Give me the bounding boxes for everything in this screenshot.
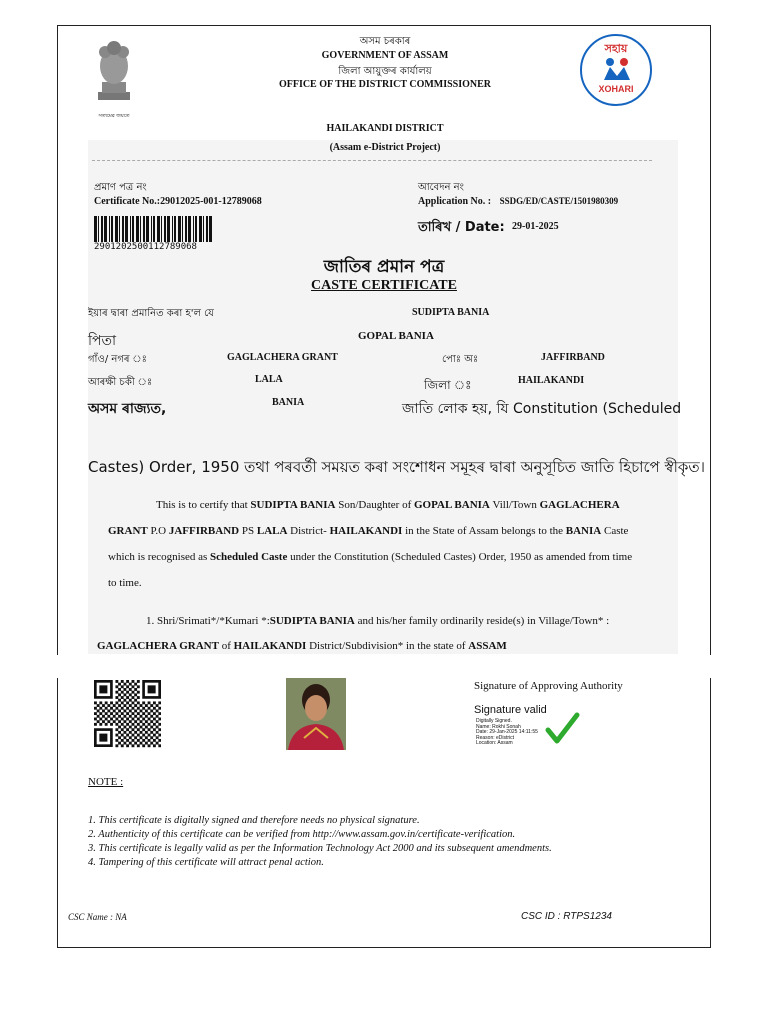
logo-text-bottom: XOHARI xyxy=(598,84,634,94)
app-no-label-assamese: আবেদন নং xyxy=(418,182,464,193)
cert-no xyxy=(94,196,262,207)
para-village-1: GAGLACHERA xyxy=(539,499,620,511)
header-district: HAILAKANDI DISTRICT xyxy=(326,123,444,134)
signature-detail-line: Location: Assam xyxy=(476,740,513,746)
csc-id: CSC ID : RTPS1234 xyxy=(521,911,612,922)
title-english: CASTE CERTIFICATE xyxy=(311,278,457,293)
header-assamese-office: জিলা আয়ুক্তৰ কাৰ্যালয় xyxy=(338,66,432,77)
app-no-label: Application No. : xyxy=(418,196,492,207)
cert-no-label: Certificate No.: xyxy=(94,196,161,207)
item-1-pre: 1. Shri/Srimati*/*Kumari *: xyxy=(146,615,270,627)
header-divider xyxy=(92,160,652,161)
para-text-7: in the State of Assam belongs to the xyxy=(405,525,564,537)
para-text-2: Son/Daughter of xyxy=(338,499,412,511)
signature-detail-line: Digitally Signed. xyxy=(476,718,512,724)
date-label: তাৰিখ / Date: xyxy=(418,220,505,235)
note-heading: NOTE : xyxy=(88,776,124,788)
father-label: পিতা xyxy=(88,333,117,349)
title-assamese: জাতিৰ প্ৰমান পত্ৰ xyxy=(323,257,445,277)
para-ps: LALA xyxy=(256,525,288,537)
app-no-value: SSDG/ED/CASTE/1501980309 xyxy=(499,196,619,206)
xohari-logo xyxy=(580,34,652,106)
para-text-5: PS xyxy=(241,525,255,537)
para-text-3: Vill/Town xyxy=(492,499,537,511)
item-1-name: SUDIPTA BANIA xyxy=(269,615,355,627)
header-office: OFFICE OF THE DISTRICT COMMISSIONER xyxy=(278,79,492,90)
note-item-4: 4. Tampering of this certificate will attract penal action. xyxy=(88,857,324,868)
signature-title: Signature of Approving Authority xyxy=(474,680,623,692)
header-govt: GOVERNMENT OF ASSAM xyxy=(321,50,449,61)
item-1-mid: of xyxy=(221,640,231,652)
applicant-photo xyxy=(286,678,346,750)
ps-value: LALA xyxy=(255,374,283,385)
ps-label: আৰক্ষী চকী ঃ xyxy=(88,377,153,388)
family-icon xyxy=(602,56,632,82)
signature-detail-line: Date: 29-Jan-2025 14:11:55 xyxy=(476,729,538,735)
item-1-state: ASSAM xyxy=(468,640,507,652)
csc-name: CSC Name : NA xyxy=(68,912,127,922)
barcode-number: 2901202500112789068 xyxy=(94,242,197,252)
village-value: GAGLACHERA GRANT xyxy=(227,352,338,363)
para-text-10: under the Constitution (Scheduled Castes) Order, 1950 as amended from time xyxy=(290,551,633,563)
para-text-11: to time. xyxy=(108,577,142,589)
para-po: JAFFIRBAND xyxy=(168,525,240,537)
cert-no-value: 29012025-001-12789068 xyxy=(160,196,262,207)
para-village-2: GRANT xyxy=(108,525,148,537)
qr-code-icon xyxy=(94,680,161,749)
para-text-8: Caste xyxy=(603,525,629,537)
barcode-icon xyxy=(94,216,212,242)
item-1 xyxy=(146,615,609,627)
certify-label: ইয়াৰ দ্বাৰা প্ৰমানিত কৰা হ'ল যে xyxy=(88,308,214,319)
signature-check xyxy=(544,710,580,751)
declaration-line-a: জাতি লোক হয়, যি Constitution (Scheduled xyxy=(402,401,682,417)
item-1-line-2 xyxy=(97,640,507,654)
district-label: জিলা ঃ xyxy=(424,378,472,392)
emblem-caption: সত্যমেৱ জয়তে xyxy=(98,113,130,119)
logo-text-top: সহায় xyxy=(604,42,628,55)
po-value: JAFFIRBAND xyxy=(541,352,605,363)
cert-no-label-assamese: প্ৰমাণ পত্ৰ নং xyxy=(94,182,147,193)
name-value: SUDIPTA BANIA xyxy=(412,307,490,318)
note-item-2: 2. Authenticity of this certificate can be verified from http://www.assam.gov.in/certificate-verification. xyxy=(88,829,516,840)
para-district: HAILAKANDI xyxy=(329,525,403,537)
note-item-1: 1. This certificate is digitally signed and therefore needs no physical signature. xyxy=(88,815,420,826)
village-label: গাঁও/ নগৰ ঃ xyxy=(88,354,147,365)
para-name: SUDIPTA BANIA xyxy=(250,499,336,511)
signature-detail-line: Reason: eDistrict xyxy=(476,734,515,741)
item-1-village: GAGLACHERA GRANT xyxy=(97,640,219,652)
note-item-3: 3. This certificate is legally valid as per the Information Technology Act 2000 and its subsequent amendments. xyxy=(88,843,552,854)
header-project: (Assam e-District Project) xyxy=(329,142,441,153)
signature-detail-line: Name: Rokhi Sonah xyxy=(476,723,521,730)
para-text-4: P.O xyxy=(150,525,167,537)
date-value: 29-01-2025 xyxy=(512,221,559,232)
po-label: পোঃ অঃ xyxy=(442,354,479,365)
district-value: HAILAKANDI xyxy=(518,375,585,386)
signature-details xyxy=(476,719,538,747)
checkmark-icon xyxy=(544,710,580,746)
father-value: GOPAL BANIA xyxy=(358,330,434,342)
header-assamese-govt: অসম চৰকাৰ xyxy=(359,36,411,47)
barcode xyxy=(94,216,212,242)
app-no xyxy=(418,196,618,207)
state-label: অসম ৰাজ্যত, xyxy=(88,401,167,417)
certify-paragraph xyxy=(108,492,698,596)
para-father: GOPAL BANIA xyxy=(413,499,490,511)
signature-valid: Signature valid xyxy=(474,704,547,716)
para-caste: BANIA xyxy=(565,525,602,537)
caste-value: BANIA xyxy=(272,397,305,408)
person-photo-icon xyxy=(286,678,346,750)
item-1-post: and his/her family ordinarily reside(s) in Village/Town* : xyxy=(357,615,610,627)
declaration-line-b: Castes) Order, 1950 তথা পৰবৰ্তী সময়ত কৰা সংশোধন সমূহৰ দ্বাৰা অনুসূচিত জাতি হিচাপে স্বীকৃত। xyxy=(88,458,706,476)
para-text-9: which is recognised as xyxy=(108,551,208,563)
state-emblem xyxy=(92,38,136,118)
para-text-1: This is to certify that xyxy=(156,499,248,511)
para-text-6: District- xyxy=(290,525,327,537)
item-1-district: HAILAKANDI xyxy=(233,640,307,652)
ashoka-emblem-icon xyxy=(92,38,136,108)
item-1-line2-post: District/Subdivision* in the state of xyxy=(309,640,466,652)
qr-code xyxy=(94,680,161,749)
para-scheduled: Scheduled Caste xyxy=(210,551,288,563)
